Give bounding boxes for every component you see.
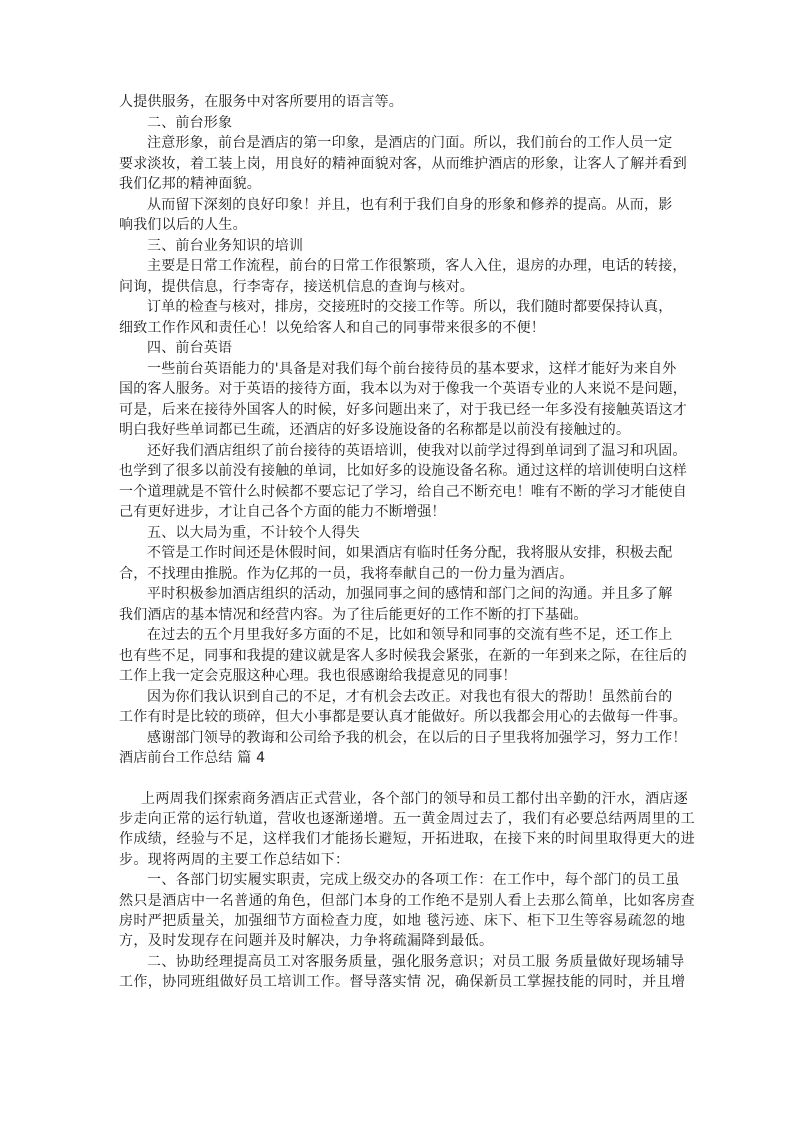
text-line: 房时严把质量关，加强细节方面检查力度，如地 毯污迹、床下、柜下卫生等容易疏忽的地	[119, 912, 686, 929]
text-line: 要求淡妆，着工装上岗，用良好的精神面貌对客，从而维护酒店的形象，让客人了解并看到	[119, 155, 687, 172]
text-line: 我们亿邦的精神面貌。	[119, 176, 261, 192]
text-line: 三、前台业务知识的培训	[147, 237, 304, 254]
text-line: 也学到了很多以前没有接触的单词，比如好多的设施设备名称。通过这样的培训使明白这样	[119, 463, 687, 479]
text-line: 二、前台形象	[147, 114, 233, 131]
text-line: 步。现将两周的主要工作总结如下：	[119, 851, 350, 868]
text-line: 也有些不足，同事和我提的建议就是客人多时候我会紧张，在新的一年到来之际，在往后的	[119, 647, 687, 664]
text-line: 主要是日常工作流程，前台的日常工作很繁琐，客人入住，退房的办理，电话的转接，	[147, 258, 687, 274]
text-line: 明白我好些单词都已生疏，还酒店的好多设施设备的名称都是以前没有接触过的。	[119, 422, 631, 438]
text-line: 人提供服务，在服务中对客所要用的语言等。	[119, 94, 403, 110]
text-line: 注意形象，前台是酒店的第一印象，是酒店的门面。所以，我们前台的工作人员一定	[147, 135, 673, 151]
text-line: 己有更好进步，才让自己各个方面的能力不断增强！	[119, 504, 446, 520]
text-line: 可是，后来在接待外国客人的时候，好多问题出来了，对于我已经一年多没有接触英语这才	[119, 401, 687, 418]
text-line: 还好我们酒店组织了前台接待的英语培训，使我对以前学过得到单词到了温习和巩固。	[147, 442, 687, 459]
text-line: 在过去的五个月里我好多方面的不足，比如和领导和同事的交流有些不足，还工作上	[147, 627, 673, 643]
text-line: 国的客人服务。对于英语的接待方面，我本以为对于像我一个英语专业的人来说不是问题，	[119, 381, 687, 397]
text-line: 因为你们我认识到自己的不足，才有机会去改正。对我也有很大的帮助！虽然前台的	[147, 688, 673, 705]
text-line: 上两周我们探索商务酒店正式营业，各个部门的领导和员工都付出辛勤的汗水，酒店逐	[141, 790, 689, 807]
text-line: 工作有时是比较的琐碎，但大小事都是要认真才能做好。所以我都会用心的去做每一件事。	[119, 709, 687, 725]
text-line: 我们酒店的基本情况和经营内容。为了往后能更好的工作不断的打下基础。	[119, 606, 588, 623]
text-line: 然只是酒店中一名普通的角色，但部门本身的工作绝不是别人看上去那么简单，比如客房查	[119, 892, 695, 909]
document-page	[119, 92, 695, 993]
text-line: 工作，协同班组做好员工培训工作。督导落实情 况，确保新员工掌握技能的同时，并且增	[119, 974, 686, 991]
text-line: 二、协助经理提高员工对客服务质量，强化服务意识；对员工服 务质量做好现场辅导	[147, 953, 685, 970]
text-line: 合，不找理由推脱。作为亿邦的一员，我将奉献自己的一份力量为酒店。	[119, 565, 574, 582]
text-line: 工作上我一定会克服这种心理。我也很感谢给我提意见的同事！	[119, 668, 517, 684]
text-line: 平时积极参加酒店组织的活动，加强同事之间的感情和部门之间的沟通。并且多了解	[147, 586, 673, 602]
summary-section-2	[119, 789, 695, 993]
text-line: 响我们以后的人生。	[119, 217, 247, 233]
text-line: 订单的检查与核对，排房，交接班时的交接工作等。所以，我们随时都要保持认真，	[147, 299, 673, 315]
text-line: 问询，提供信息，行李寄存，接送机信息的查询与核对。	[119, 278, 474, 295]
text-line: 一些前台英语能力的'具备是对我们每个前台接待员的基本要求，这样才能好为来自外	[147, 360, 677, 377]
text-line: 四、前台英语	[147, 340, 233, 356]
text-line: 作成绩，经验与不足，这样我们才能扬长避短，开拓进取，在接下来的时间里取得更大的进	[119, 831, 695, 848]
text-line: 步走向正常的运行轨道，营收也逐渐递增。五一黄金周过去了，我们有必要总结两周里的工	[119, 810, 695, 827]
text-line: 感谢部门领导的教诲和公司给予我的机会，在以后的日子里我将加强学习，努力工作！	[147, 729, 687, 746]
text-line: 一个道理就是不管什么时候都不要忘记了学习，给自己不断充电！唯有不断的学习才能使自	[119, 483, 687, 500]
summary-section-1	[119, 92, 687, 769]
text-line: 五、以大局为重，不计较个人得失	[147, 524, 360, 541]
text-line: 方，及时发现存在问题并及时解决，力争将疏漏降到最低。	[119, 933, 494, 950]
text-line: 一、各部门切实履实职责，完成上级交办的各项工作：在工作中，每个部门的员工虽	[147, 872, 680, 889]
text-line: 从而留下深刻的良好印象！并且，也有利于我们自身的形象和修养的提高。从而，影	[147, 196, 673, 213]
text-line: 细致工作作风和责任心！以免给客人和自己的同事带来很多的不便！	[119, 319, 545, 336]
text-line: 酒店前台工作总结 篇 4	[119, 750, 266, 766]
section-gap	[119, 769, 679, 789]
text-line: 不管是工作时间还是休假时间，如果酒店有临时任务分配，我将服从安排，积极去配	[147, 545, 673, 561]
